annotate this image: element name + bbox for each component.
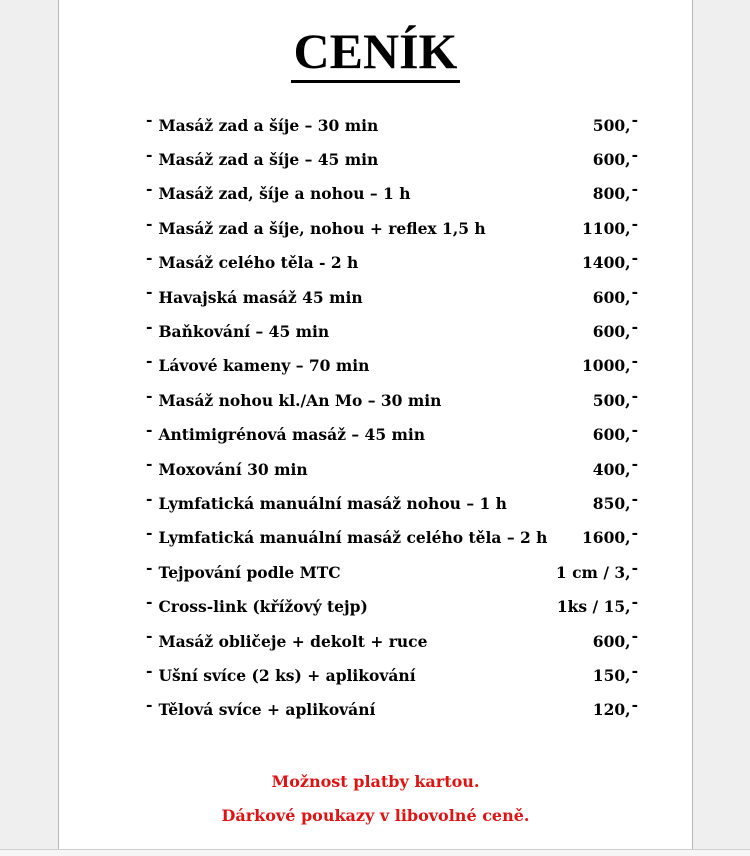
- list-bullet-dash: -: [146, 557, 153, 577]
- list-item: [146, 658, 638, 692]
- service-label: Ušní svíce (2 ks) + aplikování: [158, 665, 416, 685]
- list-item: [146, 142, 638, 176]
- list-bullet-dash: -: [146, 179, 153, 199]
- list-item: [146, 383, 638, 417]
- price-amount: 1 cm / 3,: [555, 562, 631, 582]
- price-cell: [592, 385, 638, 410]
- list-bullet-dash: -: [146, 316, 153, 336]
- price-cell: [592, 660, 638, 685]
- price-suffix-dash: -: [631, 385, 638, 405]
- service-cell: [146, 385, 442, 410]
- service-cell: [146, 626, 428, 651]
- service-cell: [146, 419, 426, 445]
- service-label: Tělová svíce + aplikování: [158, 700, 376, 720]
- service-cell: [146, 454, 308, 479]
- footer: [59, 765, 692, 834]
- footer-note: Možnost platby kartou.: [271, 772, 480, 792]
- list-item: [146, 211, 638, 245]
- price-amount: 600,: [592, 287, 631, 307]
- footer-note: Dárkové poukazy v libovolné ceně.: [221, 806, 530, 826]
- price-amount: 1400,: [582, 253, 631, 273]
- list-item: [146, 693, 638, 727]
- list-bullet-dash: -: [146, 488, 153, 508]
- price-suffix-dash: -: [631, 626, 638, 646]
- price-cell: [582, 351, 638, 376]
- service-label: Tejpování podle MTC: [158, 562, 341, 582]
- service-cell: [146, 144, 379, 170]
- price-list: [146, 108, 638, 727]
- service-label: Cross-link (křížový tejp): [158, 597, 368, 617]
- list-item: [146, 555, 638, 589]
- service-cell: [146, 110, 379, 135]
- service-cell: [146, 213, 486, 238]
- list-item: [146, 521, 638, 555]
- document-page: [58, 0, 693, 849]
- list-bullet-dash: -: [146, 144, 153, 164]
- price-suffix-dash: -: [631, 179, 638, 199]
- price-cell: [592, 454, 638, 479]
- list-item: [146, 246, 638, 280]
- price-suffix-dash: -: [631, 144, 638, 164]
- price-suffix-dash: -: [631, 282, 638, 302]
- price-amount: 600,: [592, 150, 631, 170]
- price-cell: [582, 523, 638, 548]
- price-suffix-dash: -: [631, 351, 638, 371]
- price-cell: [582, 213, 638, 238]
- list-bullet-dash: -: [146, 454, 153, 474]
- list-bullet-dash: -: [146, 247, 153, 267]
- service-cell: [146, 523, 548, 548]
- service-label: Masáž celého těla - 2 h: [158, 253, 359, 273]
- service-cell: [146, 351, 370, 376]
- list-item: [146, 349, 638, 383]
- list-item: [146, 418, 638, 452]
- price-suffix-dash: -: [631, 660, 638, 680]
- service-cell: [146, 591, 368, 617]
- service-label: Havajská masáž 45 min: [158, 287, 363, 307]
- list-bullet-dash: -: [146, 695, 153, 715]
- list-bullet-dash: -: [146, 351, 153, 371]
- price-suffix-dash: -: [631, 419, 638, 439]
- list-item: [146, 624, 638, 658]
- list-bullet-dash: -: [146, 213, 153, 233]
- price-cell: [556, 591, 638, 617]
- list-bullet-dash: -: [146, 110, 153, 130]
- service-label: Masáž zad a šíje – 45 min: [158, 150, 379, 170]
- price-cell: [592, 695, 638, 720]
- list-item: [146, 280, 638, 314]
- price-cell: [592, 488, 638, 513]
- price-cell: [592, 144, 638, 170]
- list-item: [146, 177, 638, 211]
- service-label: Masáž zad, šíje a nohou – 1 h: [158, 184, 411, 204]
- price-suffix-dash: -: [631, 454, 638, 474]
- service-cell: [146, 179, 411, 204]
- price-amount: 500,: [592, 115, 631, 135]
- list-item: [146, 108, 638, 142]
- price-amount: 1000,: [582, 356, 631, 376]
- list-bullet-dash: -: [146, 419, 153, 439]
- service-label: Masáž zad a šíje, nohou + reflex 1,5 h: [158, 218, 486, 238]
- list-bullet-dash: -: [146, 282, 153, 302]
- price-suffix-dash: -: [631, 110, 638, 130]
- price-suffix-dash: -: [631, 523, 638, 543]
- service-label: Lymfatická manuální masáž nohou – 1 h: [158, 493, 507, 513]
- price-amount: 600,: [592, 631, 631, 651]
- service-cell: [146, 660, 416, 685]
- service-cell: [146, 247, 359, 273]
- price-amount: 800,: [592, 184, 631, 204]
- service-label: Masáž zad a šíje – 30 min: [158, 115, 379, 135]
- title-wrap: [59, 24, 692, 88]
- price-amount: 850,: [592, 493, 631, 513]
- list-bullet-dash: -: [146, 626, 153, 646]
- price-suffix-dash: -: [631, 591, 638, 611]
- price-amount: 1100,: [582, 218, 631, 238]
- service-label: Antimigrénová masáž – 45 min: [158, 425, 426, 445]
- price-amount: 500,: [592, 390, 631, 410]
- price-amount: 400,: [592, 459, 631, 479]
- price-cell: [592, 419, 638, 445]
- price-cell: [592, 179, 638, 204]
- price-amount: 150,: [592, 665, 631, 685]
- price-suffix-dash: -: [631, 247, 638, 267]
- price-amount: 120,: [592, 700, 631, 720]
- price-suffix-dash: -: [631, 557, 638, 577]
- list-bullet-dash: -: [146, 660, 153, 680]
- price-cell: [555, 557, 638, 582]
- list-item: [146, 452, 638, 486]
- price-suffix-dash: -: [631, 213, 638, 233]
- list-bullet-dash: -: [146, 523, 153, 543]
- service-label: Lymfatická manuální masáž celého těla – 2 h: [158, 528, 548, 548]
- price-cell: [592, 282, 638, 307]
- price-cell: [592, 626, 638, 651]
- bottom-separator: [0, 849, 750, 856]
- price-cell: [592, 110, 638, 135]
- service-cell: [146, 695, 376, 720]
- list-bullet-dash: -: [146, 385, 153, 405]
- price-amount: 1600,: [582, 528, 631, 548]
- price-amount: 600,: [592, 322, 631, 342]
- list-bullet-dash: -: [146, 591, 153, 611]
- price-amount: 600,: [592, 425, 631, 445]
- price-amount: 1ks / 15,: [556, 597, 631, 617]
- service-label: Masáž nohou kl./An Mo – 30 min: [158, 390, 442, 410]
- price-suffix-dash: -: [631, 695, 638, 715]
- list-item: [146, 589, 638, 623]
- service-cell: [146, 282, 363, 307]
- price-cell: [582, 247, 638, 273]
- price-suffix-dash: -: [631, 316, 638, 336]
- service-cell: [146, 316, 330, 342]
- service-cell: [146, 488, 507, 513]
- service-cell: [146, 557, 341, 582]
- service-label: Moxování 30 min: [158, 459, 308, 479]
- price-cell: [592, 316, 638, 342]
- list-item: [146, 314, 638, 348]
- price-suffix-dash: -: [631, 488, 638, 508]
- list-item: [146, 486, 638, 520]
- service-label: Baňkování – 45 min: [158, 322, 330, 342]
- service-label: Lávové kameny – 70 min: [158, 356, 370, 376]
- service-label: Masáž obličeje + dekolt + ruce: [158, 631, 428, 651]
- page-title: CENÍK: [291, 24, 461, 83]
